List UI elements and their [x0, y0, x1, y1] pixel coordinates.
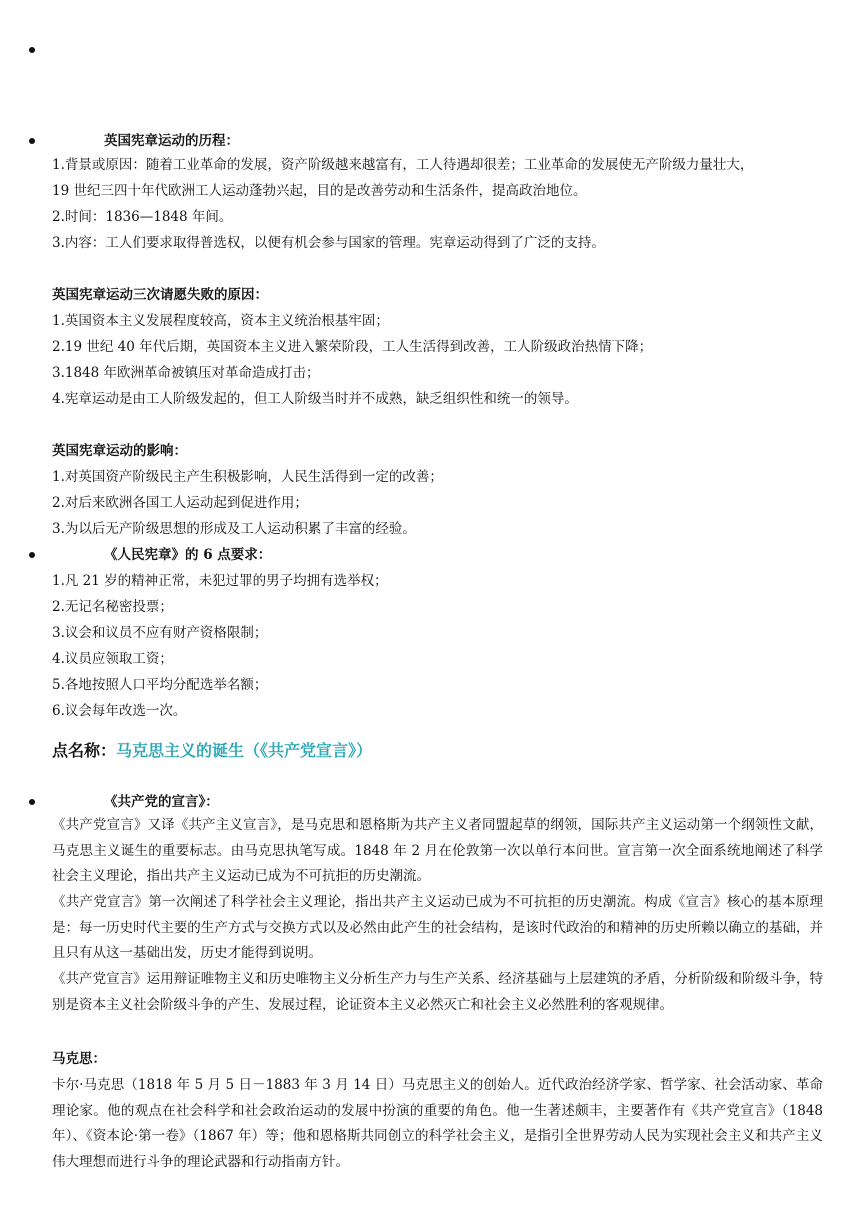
text-line: 2.无记名秘密投票； [52, 599, 173, 615]
text-line: 5.各地按照人口平均分配选举名额； [52, 677, 268, 693]
text-line: 1.对英国资产阶级民主产生积极影响，人民生活得到一定的改善； [52, 469, 443, 485]
section-heading-marx: 马克思： [52, 1051, 106, 1067]
list-bullet [29, 138, 35, 144]
text-line: 3.为以后无产阶级思想的形成及工人运动积累了丰富的经验。 [52, 521, 416, 537]
text-line: 4.宪章运动是由工人阶级发起的，但工人阶级当时并不成熟，缺乏组织性和统一的领导。 [52, 391, 578, 407]
list-bullet [29, 552, 35, 558]
text-line: 1.英国资本主义发展程度较高，资本主义统治根基牢固； [52, 313, 389, 329]
section-title [52, 740, 372, 762]
paragraph: 《共产党宣言》第一次阐述了科学社会主义理论，指出共产主义运动已成为不可抗拒的历史潮流。构成《宣言》核心的基本原理是：每一历史时代主要的生产方式与交换方式以及必然由此产生的社会结构，是该时代政治的和精神的历史所赖以确立的基础，并且只有从这一基础出发，历史才能得到说明。 [52, 894, 823, 962]
text-line: 2.19 世纪 40 年代后期，英国资本主义进入繁荣阶段，工人生活得到改善，工人阶级政治热情下降； [52, 339, 653, 355]
text-line: 1.背景或原因：随着工业革命的发展，资产阶级越来越富有，工人待遇却很差；工业革命的发展使无产阶级力量壮大， [52, 157, 754, 173]
section-title-highlight: 马克思主义的诞生（《共产党宣言》） [116, 741, 373, 760]
section-heading-petition-failure: 英国宪章运动三次请愿失败的原因： [52, 287, 268, 303]
paragraph: 《共产党宣言》运用辩证唯物主义和历史唯物主义分析生产力与生产关系、经济基础与上层建筑的矛盾，分析阶级和阶级斗争，特别是资本主义社会阶级斗争的产生、发展过程，论证资本主义必然灭亡和社会主义必然胜利的客观规律。 [52, 971, 823, 1013]
text-line: 4.议员应领取工资； [52, 651, 173, 667]
paragraph: 卡尔·马克思（1818 年 5 月 5 日－1883 年 3 月 14 日）马克思主义的创始人。近代政治经济学家、哲学家、社会活动家、革命理论家。他的观点在社会科学和社会政治运动的发展中扮演的重要的角色。他一生著述颇丰，主要著作有《共产党宣言》（1848 年）、《资本论·第一卷》（1867 年）等；他和恩格斯共同创立的科学社会主义，是指引全世界劳动人民为实现社会主义和共产主义伟大理想而进行斗争的理论武器和行动指南方针。 [52, 1077, 823, 1171]
section-heading-chartist-history: 英国宪章运动的历程： [104, 133, 239, 149]
section-title-prefix: 点名称： [52, 741, 117, 760]
text-line: 1.凡 21 岁的精神正常，未犯过罪的男子均拥有选举权； [52, 573, 388, 589]
list-bullet [29, 47, 35, 53]
paragraph: 《共产党宣言》又译《共产主义宣言》，是马克思和恩格斯为共产主义者同盟起草的纲领，国际共产主义运动第一个纲领性文献，马克思主义诞生的重要标志。由马克思执笔写成。1848 年 2 月在伦敦第一次以单行本问世。宣言第一次全面系统地阐述了科学社会主义理论，指出共产主义运动已成为不可抗拒的历史潮流。 [52, 817, 823, 885]
text-line: 2.时间：1836—1848 年间。 [52, 209, 233, 225]
text-line: 6.议会每年改选一次。 [52, 703, 187, 719]
section-heading-manifesto: 《共产党的宣言》： [104, 794, 219, 810]
text-line: 2.对后来欧洲各国工人运动起到促进作用； [52, 495, 308, 511]
text-line: 3.议会和议员不应有财产资格限制； [52, 625, 268, 641]
list-bullet [29, 799, 35, 805]
text-line: 3.1848 年欧洲革命被镇压对革命造成打击； [52, 365, 320, 381]
section-heading-impact: 英国宪章运动的影响： [52, 443, 187, 459]
section-heading-peoples-charter: 《人民宪章》的 6 点要求： [104, 547, 272, 563]
text-line: 19 世纪三四十年代欧洲工人运动蓬勃兴起，目的是改善劳动和生活条件，提高政治地位。 [52, 183, 587, 199]
text-line: 3.内容：工人们要求取得普选权，以便有机会参与国家的管理。宪章运动得到了广泛的支持。 [52, 235, 605, 251]
